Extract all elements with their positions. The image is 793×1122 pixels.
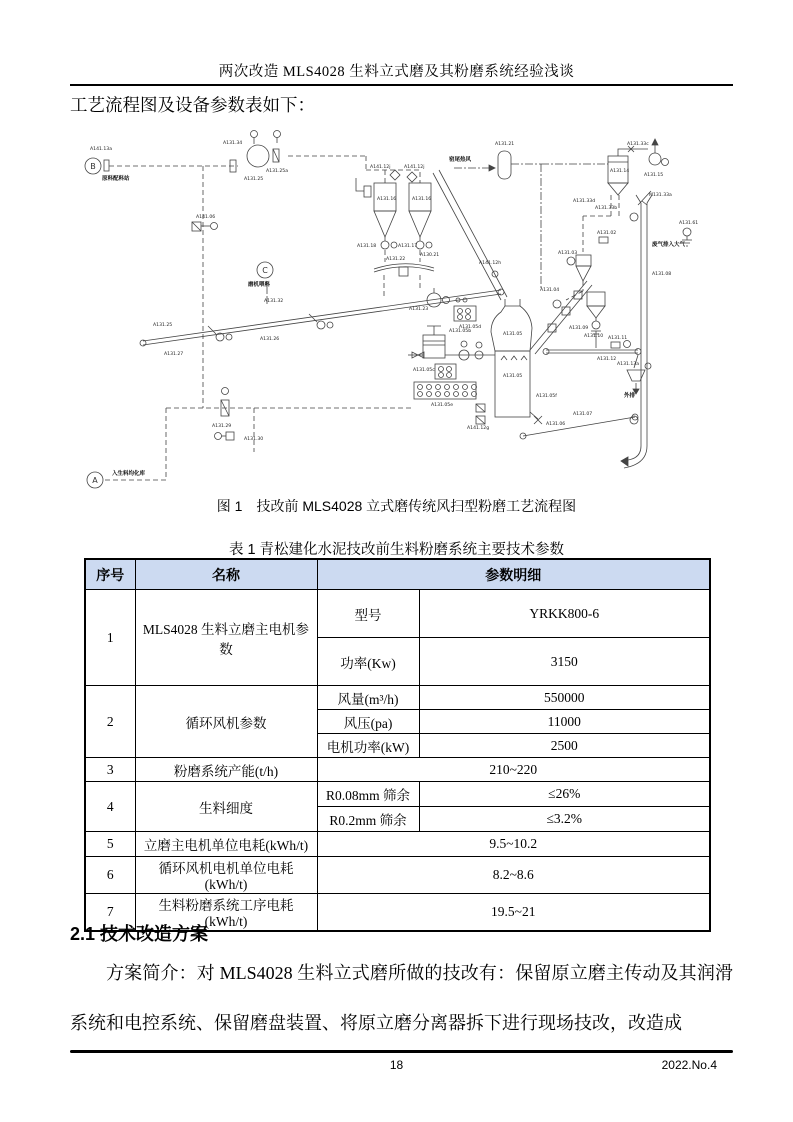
diagram-label: A131.06: [546, 422, 566, 427]
diagram-label: A131.23: [409, 307, 429, 312]
diagram-label: A131.33b: [595, 206, 618, 211]
diagram-label: A141.13a: [90, 147, 113, 152]
diagram-label: A131.05e: [431, 403, 454, 408]
section-heading: 2.1 技术改造方案: [70, 924, 209, 944]
cell-seq: 4: [85, 782, 135, 832]
cell-param-value: ≤26%: [419, 782, 710, 807]
table-header-cell: 名称: [135, 559, 317, 590]
diagram-label: A131.32: [264, 299, 284, 304]
diagram-label: A131.16: [412, 197, 432, 202]
cell-name: 循环风机参数: [135, 686, 317, 758]
diagram-label: A131.12: [597, 357, 617, 362]
diagram-label: A131.25a: [266, 169, 289, 174]
diagram-label: A131.07: [573, 412, 593, 417]
diagram-label: A141.12j: [370, 165, 391, 170]
diagram-label: A131.34: [223, 141, 243, 146]
diagram-label: A131.18: [357, 244, 377, 249]
table-title: 表 1 青松建化水泥技改前生料粉磨系统主要技术参数: [228, 542, 565, 558]
table-row: [85, 590, 710, 638]
diagram-label: A131.25: [153, 323, 173, 328]
diagram-label: M131.33a: [649, 193, 672, 198]
cell-param-value: 550000: [419, 686, 710, 710]
table-row: [85, 857, 710, 894]
diagram-label: A131.22: [386, 257, 406, 262]
cell-name: 循环风机电机单位电耗(kWh/t): [135, 857, 317, 894]
cell-name: 生料细度: [135, 782, 317, 832]
diagram-label: A141.06: [196, 215, 216, 220]
cell-param-value: ≤3.2%: [419, 807, 710, 832]
diagram-node-letter: C: [262, 266, 268, 275]
body-paragraph: 方案简介：对 MLS4028 生料立式磨所做的技改有：保留原立磨主传动及其润滑系统和电控系统、保留磨盘装置、将原立磨分离器拆下进行现场技改，改造成: [70, 963, 733, 1033]
diagram-label: A131.13a: [617, 362, 640, 367]
cell-param-label: 功率(Kw): [317, 638, 419, 686]
cell-seq: 6: [85, 857, 135, 894]
diagram-label: A131.33c: [627, 142, 649, 147]
cell-param-label: 型号: [317, 590, 419, 638]
diagram-label: A131.25: [244, 177, 264, 182]
cell-name: 生料粉磨系统工序电耗(kWh/t): [135, 894, 317, 932]
cell-seq: 2: [85, 686, 135, 758]
diagram-label: A130.21: [420, 253, 440, 258]
diagram-label: A131.09: [569, 326, 589, 331]
diagram-label: A141.12j: [404, 165, 425, 170]
diagram-label: 原料配料站: [102, 176, 130, 182]
diagram-label: A131.26: [260, 337, 280, 342]
diagram-labels: [85, 140, 698, 488]
diagram-label: A131.21: [495, 142, 515, 147]
diagram-label: A131.08: [652, 272, 672, 277]
parameters-table: [84, 558, 711, 932]
diagram-label: A131.15: [644, 173, 664, 178]
diagram-label: A141.12h: [479, 261, 502, 266]
cell-seq: 3: [85, 758, 135, 782]
table-row: [85, 832, 710, 857]
table-row: [85, 782, 710, 807]
table-header-cell: 序号: [85, 559, 135, 590]
cell-name: 粉磨系统产能(t/h): [135, 758, 317, 782]
diagram-label: 磨机喂料: [248, 282, 271, 288]
issue-label: 2022.No.4: [661, 1058, 717, 1072]
diagram-node-letter: B: [90, 162, 96, 171]
cell-param-label: 风压(pa): [317, 710, 419, 734]
cell-param-value: YRKK800-6: [419, 590, 710, 638]
diagram-label: A131.61: [679, 221, 699, 226]
diagram-label: 外排: [624, 393, 636, 399]
page-number: 18: [389, 1058, 404, 1072]
diagram-label: A131.33d: [573, 199, 596, 204]
diagram-label: A131.17: [398, 244, 418, 249]
diagram-label: A131.27: [164, 352, 184, 357]
diagram-label: A131.11: [608, 336, 628, 341]
figure-caption: 图 1 技改前 MLS4028 立式磨传统风扫型粉磨工艺流程图: [216, 498, 577, 514]
cell-param-value: 210~220: [317, 758, 710, 782]
header-rule: [70, 84, 733, 86]
cell-param-value: 9.5~10.2: [317, 832, 710, 857]
cell-param-value: 11000: [419, 710, 710, 734]
diagram-label: A131.05f: [536, 394, 557, 399]
diagram-label: A131.05: [503, 374, 523, 379]
process-flow-diagram: [68, 128, 740, 490]
cell-param-value: 3150: [419, 638, 710, 686]
cell-param-label: 电机功率(kW): [317, 734, 419, 758]
cell-param-value: 2500: [419, 734, 710, 758]
cell-seq: 5: [85, 832, 135, 857]
cell-param-label: R0.08mm 筛余: [317, 782, 419, 807]
diagram-label: A131.14: [610, 169, 630, 174]
diagram-label: A131.05c: [413, 368, 435, 373]
diagram-label: 废气排入大气: [652, 242, 686, 248]
diagram-label: A141.12g: [467, 426, 490, 431]
diagram-label: A131.29: [212, 424, 232, 429]
diagram-label: A131.05: [503, 332, 523, 337]
table-row: [85, 686, 710, 710]
running-header-title: 两次改造 MLS4028 生料立式磨及其粉磨系统经验浅谈: [218, 64, 575, 80]
cell-param-label: 风量(m³/h): [317, 686, 419, 710]
diagram-label: A131.30: [244, 437, 264, 442]
diagram-label: A131.10: [584, 334, 604, 339]
cell-param-label: R0.2mm 筛余: [317, 807, 419, 832]
cell-param-value: 8.2~8.6: [317, 857, 710, 894]
cell-name: MLS4028 生料立磨主电机参数: [135, 590, 317, 686]
diagram-node-letter: A: [92, 476, 98, 485]
table-header: [85, 559, 710, 590]
diagram-lines: [104, 131, 692, 481]
diagram-label: A131.02: [597, 231, 617, 236]
diagram-label: A131.05d: [459, 325, 482, 330]
cell-param-value: 19.5~21: [317, 894, 710, 932]
diagram-label: A131.03: [558, 251, 578, 256]
cell-seq: 1: [85, 590, 135, 686]
cell-seq: 7: [85, 894, 135, 932]
diagram-label: 入生料均化库: [112, 471, 146, 477]
cell-name: 立磨主电机单位电耗(kWh/t): [135, 832, 317, 857]
table-row: [85, 758, 710, 782]
intro-text: 工艺流程图及设备参数表如下：: [70, 95, 315, 115]
footer-rule: [70, 1050, 733, 1053]
diagram-label: 窑尾热风: [449, 157, 472, 163]
table-header-cell: 参数明细: [317, 559, 710, 590]
diagram-label: A131.05b: [449, 329, 472, 334]
diagram-label: A131.04: [540, 288, 560, 293]
diagram-label: A131.16: [377, 197, 397, 202]
